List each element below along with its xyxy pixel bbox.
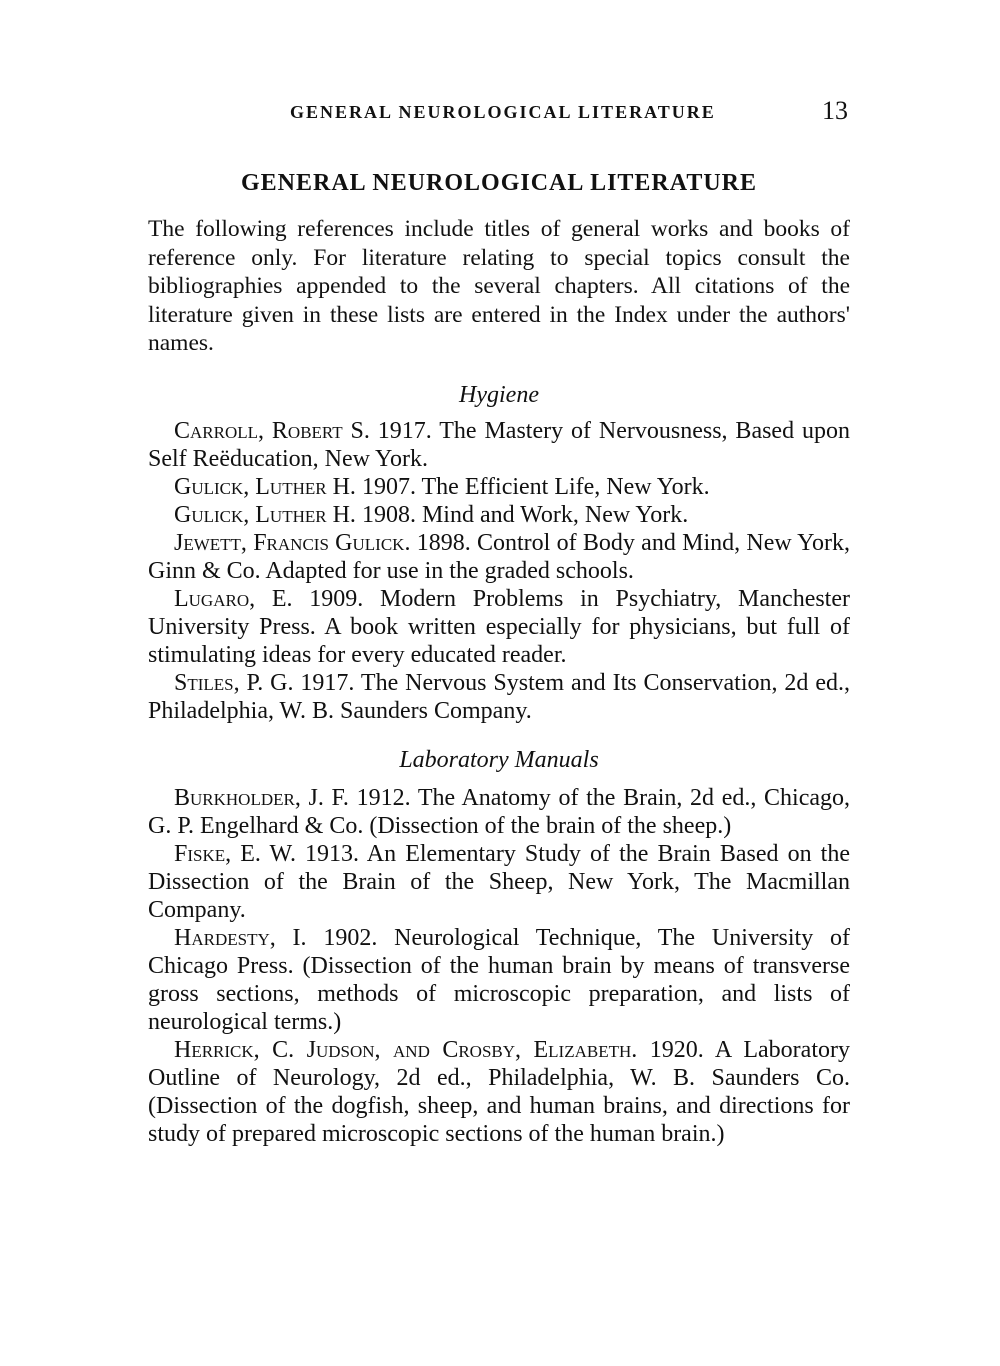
reference-author: Gulick, Luther H. (174, 473, 356, 500)
reference-text: 1908. Mind and Work, New York. (355, 501, 689, 528)
page (148, 96, 850, 1148)
reference-entry (148, 585, 850, 669)
running-head (148, 96, 850, 136)
reference-author: Burkholder, J. F. (174, 784, 349, 811)
reference-entry (148, 1036, 850, 1148)
reference-entry (148, 473, 850, 501)
reference-text: 1912. The Anatomy of the Brain, 2d ed., Chicago, G. P. Engelhard & Co. (Dissection of the brain of the sheep.) (148, 784, 851, 839)
chapter-title: GENERAL NEUROLOGICAL LITERATURE (241, 170, 757, 196)
reference-text: 1907. The Efficient Life, New York. (355, 473, 710, 500)
running-title: GENERAL NEUROLOGICAL LITERATURE (290, 102, 716, 122)
reference-author: Fiske, E. W. (174, 840, 296, 867)
reference-entry (148, 840, 850, 924)
reference-text: 1917. The Mastery of Nervousness, Based upon Self Reëducation, New York. (148, 417, 850, 472)
reference-text: 1898. Control of Body and Mind, New York, Ginn & Co. Adapted for use in the graded schools. (148, 529, 851, 584)
reference-text: 1917. The Nervous System and Its Conservation, 2d ed., Philadelphia, W. B. Saunders Company. (148, 669, 851, 724)
reference-entry (148, 924, 850, 1036)
reference-author: Lugaro, E. (174, 585, 293, 612)
reference-author: Jewett, Francis Gulick. (174, 529, 411, 556)
reference-author: Hardesty, I. (174, 924, 307, 951)
reference-author: Stiles, P. G. (174, 669, 294, 696)
reference-entry (148, 501, 850, 529)
reference-author: Carroll, Robert S. (174, 417, 370, 444)
reference-author: Gulick, Luther H. (174, 501, 356, 528)
reference-text: 1920. A Laboratory Outline of Neurology, 2d ed., Philadelphia, W. B. Saunders Co. (Dissection of the dogfish, sheep, and human brains, and directions for study of prepared microscopic sections of the human brain.) (148, 1036, 850, 1147)
reference-text: 1902. Neurological Technique, The University of Chicago Press. (Dissection of the human brain by means of transverse gross sections, methods of microscopic preparation, and lists of neurological terms.) (148, 924, 851, 1035)
page-number: 13 (822, 96, 848, 125)
intro-paragraph: The following references include titles of general works and books of reference only. For literature relating to special topics consult the bibliographies appended to the several chapters. All citations of the literature given in these lists are entered in the Index under the authors' names. (148, 216, 850, 356)
reference-entry (148, 417, 850, 473)
reference-author: Herrick, C. Judson, and Crosby, Elizabeth. (174, 1036, 638, 1063)
reference-text: 1913. An Elementary Study of the Brain Based on the Dissection of the Brain of the Sheep, New York, The Macmillan Company. (148, 840, 850, 923)
reference-text: 1909. Modern Problems in Psychiatry, Manchester University Press. A book written especially for physicians, but full of stimulating ideas for every educated reader. (148, 585, 850, 668)
section-heading-laboratory-manuals: Laboratory Manuals (399, 746, 599, 773)
section-heading-hygiene: Hygiene (459, 381, 539, 408)
reference-entry (148, 529, 850, 585)
reference-entry (148, 669, 850, 725)
reference-entry (148, 784, 850, 840)
